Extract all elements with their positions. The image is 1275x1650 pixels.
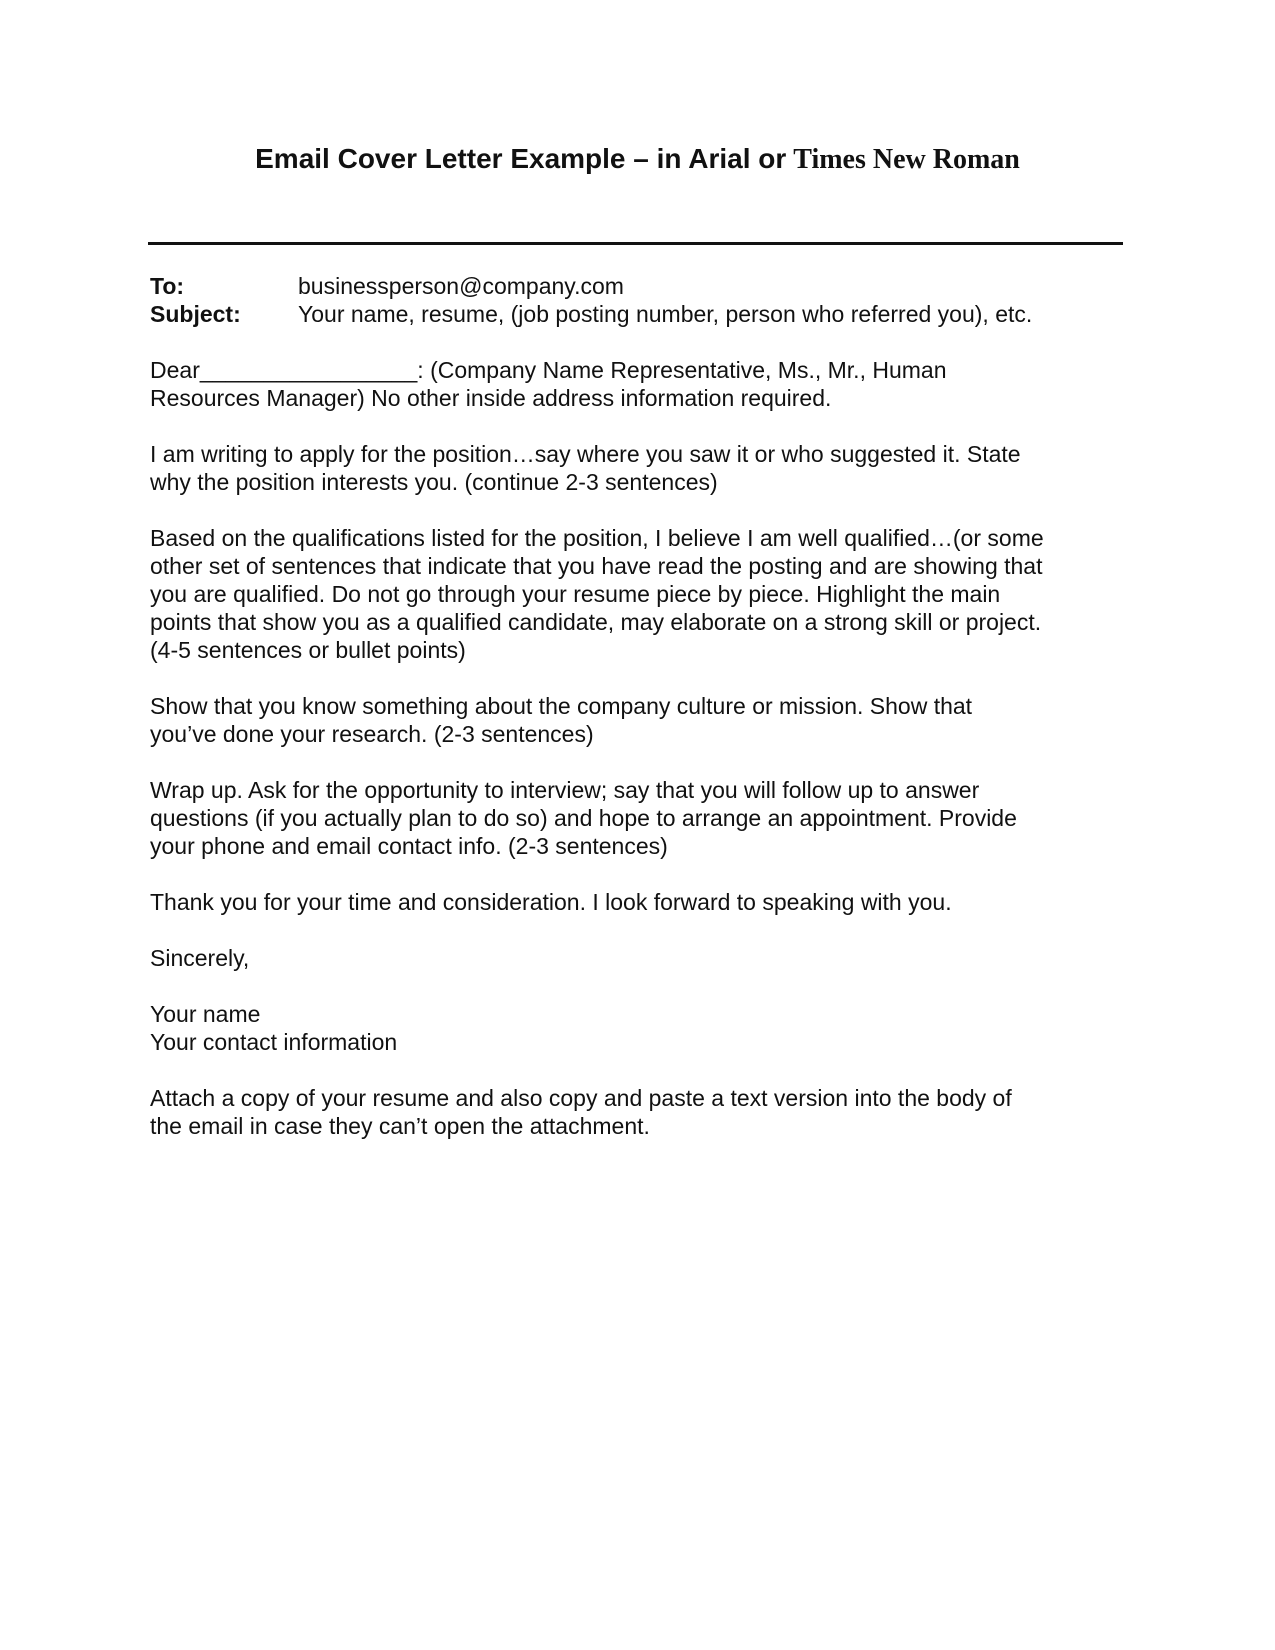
- closing: [150, 944, 1130, 972]
- to-value: businessperson@company.com: [298, 273, 624, 299]
- letter-body: [150, 272, 1130, 1140]
- wrap-up-paragraph: [150, 776, 1130, 860]
- spacer: [150, 1056, 1130, 1084]
- spacer: [150, 328, 1130, 356]
- paragraph-line: questions (if you actually plan to do so) and hope to arrange an appointment. Provide: [150, 805, 1017, 831]
- spacer: [150, 916, 1130, 944]
- to-row: [150, 272, 1130, 300]
- spacer: [150, 412, 1130, 440]
- paragraph-line: the email in case they can’t open the attachment.: [150, 1113, 650, 1139]
- salutation-line: Dear_________________: (Company Name Representative, Ms., Mr., Human: [150, 357, 947, 383]
- thank-you-paragraph: [150, 888, 1130, 916]
- closing-line: Sincerely,: [150, 945, 250, 971]
- to-label: To:: [150, 273, 185, 299]
- paragraph-line: you are qualified. Do not go through your resume piece by piece. Highlight the main: [150, 581, 1001, 607]
- subject-row: [150, 300, 1130, 328]
- title-times-part: Times New Roman: [793, 144, 1020, 175]
- spacer: [150, 496, 1130, 524]
- signature-contact: Your contact information: [150, 1029, 398, 1055]
- paragraph-line: Based on the qualifications listed for the position, I believe I am well qualified…(or some: [150, 525, 1044, 551]
- spacer: [150, 860, 1130, 888]
- signature-name: Your name: [150, 1001, 261, 1027]
- qualifications-paragraph: [150, 524, 1130, 664]
- salutation-line: Resources Manager) No other inside address information required.: [150, 385, 832, 411]
- paragraph-line: your phone and email contact info. (2-3 sentences): [150, 833, 668, 859]
- paragraph-line: Wrap up. Ask for the opportunity to interview; say that you will follow up to answer: [150, 777, 980, 803]
- paragraph-line: you’ve done your research. (2-3 sentences): [150, 721, 594, 747]
- paragraph-line: Attach a copy of your resume and also copy and paste a text version into the body of: [150, 1085, 1012, 1111]
- salutation-paragraph: [150, 356, 1130, 412]
- subject-label: Subject:: [150, 301, 241, 327]
- subject-value: Your name, resume, (job posting number, person who referred you), etc.: [298, 301, 1033, 327]
- paragraph-line: I am writing to apply for the position…say where you saw it or who suggested it. State: [150, 441, 1021, 467]
- intro-paragraph: [150, 440, 1130, 496]
- spacer: [150, 748, 1130, 776]
- page-title: [0, 142, 1275, 177]
- paragraph-line: points that show you as a qualified candidate, may elaborate on a strong skill or project.: [150, 609, 1042, 635]
- spacer: [150, 664, 1130, 692]
- title-arial-part: Email Cover Letter Example – in Arial or: [255, 143, 787, 174]
- title-divider: [148, 242, 1123, 245]
- paragraph-line: why the position interests you. (continue 2-3 sentences): [150, 469, 718, 495]
- signature-block: [150, 1000, 1130, 1056]
- spacer: [150, 972, 1130, 1000]
- paragraph-line: Show that you know something about the company culture or mission. Show that: [150, 693, 973, 719]
- paragraph-line: Thank you for your time and consideration. I look forward to speaking with you.: [150, 889, 952, 915]
- paragraph-line: (4-5 sentences or bullet points): [150, 637, 466, 663]
- attachment-note: [150, 1084, 1130, 1140]
- paragraph-line: other set of sentences that indicate that you have read the posting and are showing that: [150, 553, 1043, 579]
- company-research-paragraph: [150, 692, 1130, 748]
